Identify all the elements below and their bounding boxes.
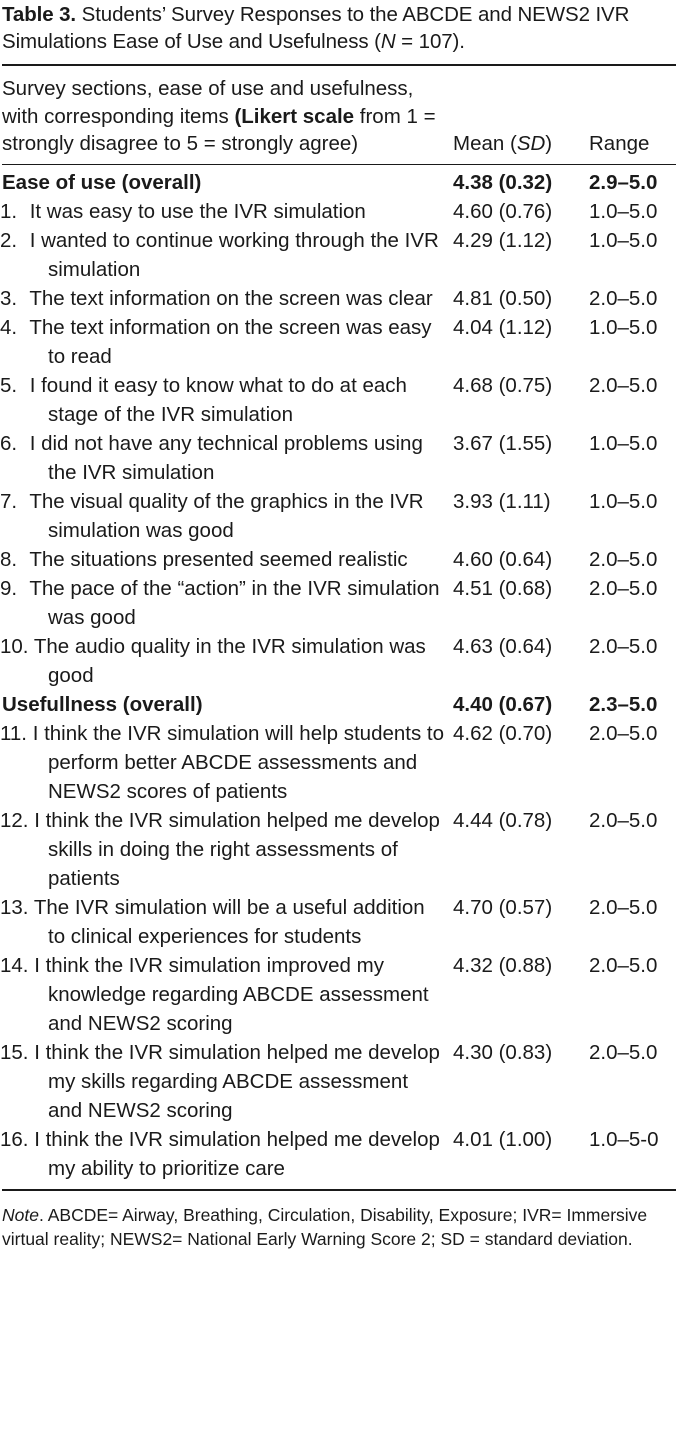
section-row [2, 690, 676, 719]
item-mean: 4.29 (1.12) [453, 228, 553, 252]
item-range: 1.0–5.0 [589, 431, 658, 455]
item-cell: 9. The pace of the “action” in the IVR simulation was good [0, 576, 440, 629]
caption-label: Table 3. [2, 3, 77, 26]
table-row [2, 284, 676, 313]
item-range: 2.0–5.0 [589, 547, 658, 571]
table-row [2, 197, 676, 226]
table-note [2, 1191, 676, 1252]
item-cell: 3. The text information on the screen was clear [0, 286, 433, 310]
item-mean: 3.67 (1.55) [453, 431, 553, 455]
item-range: 2.0–5.0 [589, 634, 658, 658]
table-row [2, 1125, 676, 1183]
item-mean: 4.04 (1.12) [453, 315, 553, 339]
item-text: I think the IVR simulation will help students to perform better ABCDE assessments and NEWS2 scores of patients [32, 721, 445, 803]
item-mean: 4.51 (0.68) [453, 576, 553, 600]
item-cell [2, 719, 447, 806]
table-row [2, 313, 676, 371]
table-row [2, 719, 676, 806]
item-cell: 1. It was easy to use the IVR simulation [0, 199, 366, 223]
header-items-col: Survey sections, ease of use and usefulness, with corresponding items (Likert scale from 1 = strongly disagree to 5 = strongly agree) [2, 77, 436, 155]
section-mean: 4.38 (0.32) [453, 170, 553, 194]
item-text: It was easy to use the IVR simulation [29, 199, 366, 223]
item-mean: 4.81 (0.50) [453, 286, 553, 310]
note-text: . ABCDE= Airway, Breathing, Circulation, Disability, Exposure; IVR= Immersive virtual reality; NEWS2= National Early Warning Score 2; SD = standard deviation. [2, 1204, 648, 1249]
item-text: I think the IVR simulation helped me develop skills in doing the right assessments of patients [34, 808, 440, 890]
table-row [2, 429, 676, 487]
item-number: 10. [0, 634, 29, 658]
header-likert-bold: (Likert scale [234, 104, 355, 128]
item-cell: 6. I did not have any technical problems using the IVR simulation [0, 431, 423, 484]
item-mean: 3.93 (1.11) [453, 489, 551, 513]
table-caption [2, 0, 676, 55]
item-cell [2, 632, 447, 690]
item-mean: 4.60 (0.76) [453, 199, 553, 223]
header-mean-col: Mean (SD) [453, 132, 553, 155]
item-number: 14. [0, 953, 29, 977]
item-mean: 4.01 (1.00) [453, 1127, 553, 1151]
item-cell: 7. The visual quality of the graphics in the IVR simulation was good [0, 489, 424, 542]
section-mean: 4.40 (0.67) [453, 692, 553, 716]
item-range: 2.0–5.0 [589, 286, 658, 310]
caption-text: Students’ Survey Responses to the ABCDE and NEWS2 IVR Simulations Ease of Use and Usefulness ( [2, 3, 630, 53]
item-cell: 2. I wanted to continue working through the IVR simulation [0, 228, 439, 281]
table-row [2, 632, 676, 690]
item-text: I think the IVR simulation helped me develop my skills regarding ABCDE assessment and NEWS2 scoring [34, 1040, 440, 1122]
item-cell [2, 806, 447, 893]
table-body [2, 165, 676, 1183]
item-range: 2.0–5.0 [589, 1040, 658, 1064]
section-title: Usefullness (overall) [2, 692, 203, 716]
table-row [2, 574, 676, 632]
item-mean: 4.30 (0.83) [453, 1040, 553, 1064]
table-row [2, 226, 676, 284]
table-row [2, 545, 676, 574]
item-mean: 4.44 (0.78) [453, 808, 553, 832]
item-range: 1.0–5-0 [589, 1127, 659, 1151]
note-label: Note [2, 1204, 39, 1225]
item-cell: 5. I found it easy to know what to do at each stage of the IVR simulation [0, 373, 407, 426]
item-number: 15. [0, 1040, 29, 1064]
item-number: 12. [0, 808, 29, 832]
table-row [2, 806, 676, 893]
item-cell: 8. The situations presented seemed realistic [0, 547, 408, 571]
item-cell [2, 1038, 447, 1125]
item-range: 2.0–5.0 [589, 721, 658, 745]
item-text: The situations presented seemed realistic [29, 547, 408, 571]
item-cell [2, 951, 447, 1038]
item-number: 16. [0, 1127, 29, 1151]
item-range: 2.0–5.0 [589, 953, 658, 977]
item-text: The audio quality in the IVR simulation was good [33, 634, 426, 687]
table-row [2, 487, 676, 545]
item-text: The pace of the “action” in the IVR simulation was good [29, 576, 440, 629]
caption-n-value: = 107). [395, 30, 465, 53]
item-cell [2, 1125, 447, 1183]
item-range: 1.0–5.0 [589, 199, 658, 223]
item-range: 1.0–5.0 [589, 489, 658, 513]
item-text: The IVR simulation will be a useful addition to clinical experiences for students [33, 895, 425, 948]
item-text: I think the IVR simulation improved my knowledge regarding ABCDE assessment and NEWS2 scoring [34, 953, 429, 1035]
item-range: 1.0–5.0 [589, 315, 658, 339]
table-header [2, 66, 676, 164]
item-mean: 4.68 (0.75) [453, 373, 553, 397]
table-row [2, 951, 676, 1038]
section-range: 2.3–5.0 [589, 692, 658, 716]
item-cell [2, 893, 447, 951]
item-mean: 4.70 (0.57) [453, 895, 553, 919]
item-range: 2.0–5.0 [589, 576, 658, 600]
item-mean: 4.62 (0.70) [453, 721, 553, 745]
item-text: The text information on the screen was clear [29, 286, 433, 310]
item-text: The text information on the screen was easy to read [29, 315, 432, 368]
table-row [2, 371, 676, 429]
section-row [2, 168, 676, 197]
header-range-col: Range [589, 132, 650, 155]
item-text: I found it easy to know what to do at each stage of the IVR simulation [29, 373, 407, 426]
item-text: The visual quality of the graphics in the IVR simulation was good [29, 489, 424, 542]
item-mean: 4.60 (0.64) [453, 547, 553, 571]
item-range: 1.0–5.0 [589, 228, 658, 252]
item-text: I did not have any technical problems using the IVR simulation [29, 431, 423, 484]
item-number: 11. [0, 721, 27, 745]
item-text: I wanted to continue working through the IVR simulation [29, 228, 439, 281]
item-mean: 4.63 (0.64) [453, 634, 553, 658]
item-range: 2.0–5.0 [589, 373, 658, 397]
caption-n-symbol: N [380, 30, 396, 53]
item-cell: 4. The text information on the screen was easy to read [0, 315, 432, 368]
item-text: I think the IVR simulation helped me develop my ability to prioritize care [34, 1127, 440, 1180]
table-row [2, 1038, 676, 1125]
item-range: 2.0–5.0 [589, 808, 658, 832]
item-range: 2.0–5.0 [589, 895, 658, 919]
item-mean: 4.32 (0.88) [453, 953, 553, 977]
table-row [2, 893, 676, 951]
section-range: 2.9–5.0 [589, 170, 658, 194]
item-number: 13. [0, 895, 29, 919]
section-title: Ease of use (overall) [2, 170, 202, 194]
